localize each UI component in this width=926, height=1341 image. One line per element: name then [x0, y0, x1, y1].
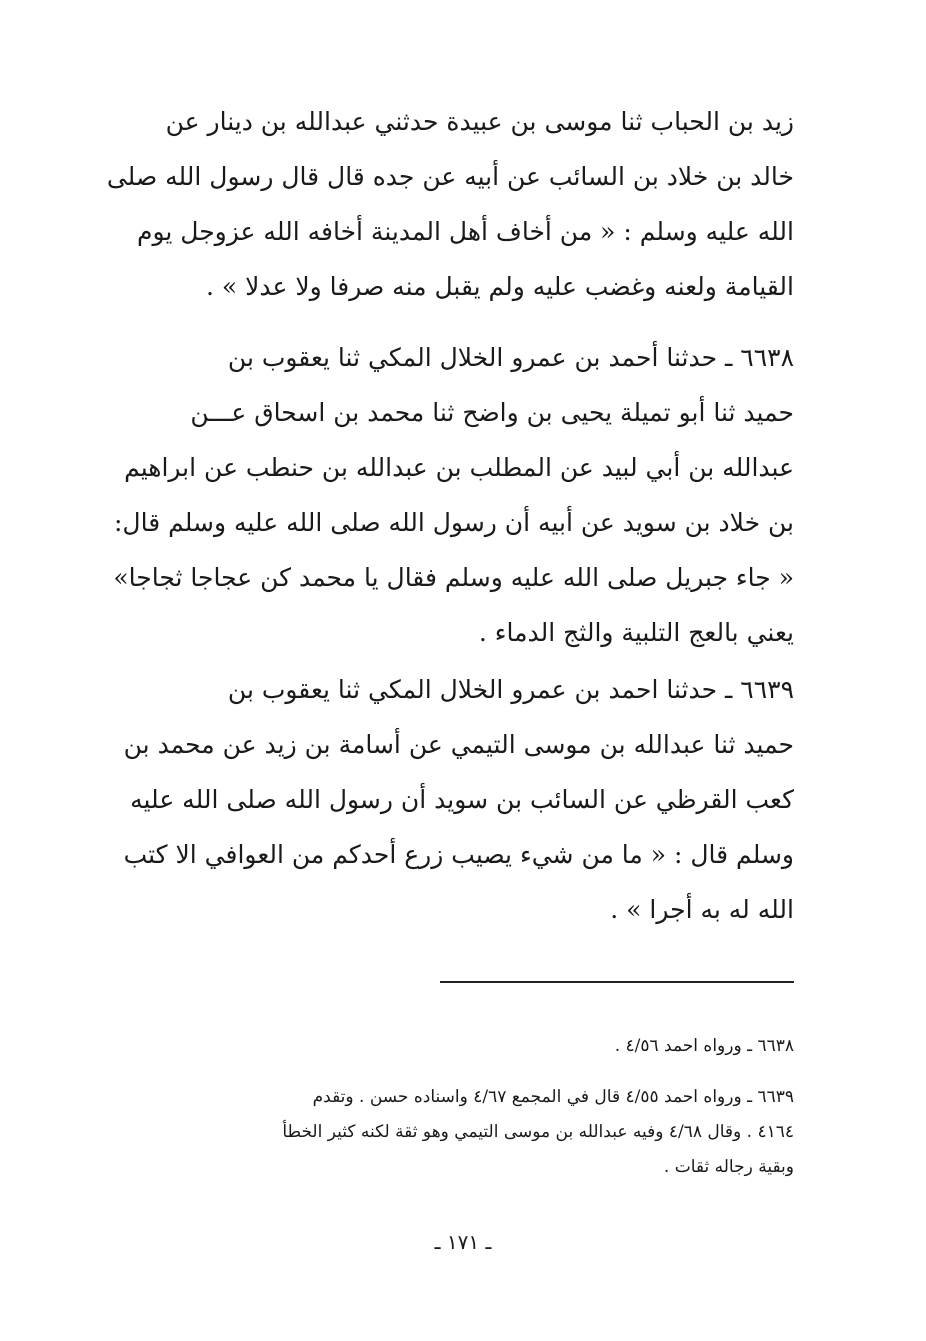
footnote-line: ٤١٦٤ . وقال ٤/٦٨ وفيه عبدالله بن موسى التيمي وهو ثقة لكنه كثير الخطأ [282, 1122, 794, 1142]
page-number: ـ ١٧١ ـ [434, 1230, 492, 1254]
text-line: كعب القرظي عن السائب بن سويد أن رسول الله صلى الله عليه [130, 785, 794, 814]
footnote-separator [440, 981, 794, 983]
text-line: خالد بن خلاد بن السائب عن أبيه عن جده قال قال رسول الله صلى [106, 162, 794, 191]
text-line: بن خلاد بن سويد عن أبيه أن رسول الله صلى الله عليه وسلم قال: [114, 508, 794, 537]
text-line: زيد بن الحباب ثنا موسى بن عبيدة حدثني عبدالله بن دينار عن [165, 107, 794, 136]
footnote-6638 [88, 1029, 794, 1064]
text-line: حميد ثنا أبو تميلة يحيى بن واضح ثنا محمد بن اسحاق عـــن [190, 398, 794, 427]
text-line: الله عليه وسلم : « من أخاف أهل المدينة أخافه الله عزوجل يوم [137, 217, 794, 246]
text-line: يعني بالعج التلبية والثج الدماء . [478, 618, 794, 647]
footnote-6639 [88, 1080, 794, 1185]
text-line: الله له به أجرا » . [610, 895, 794, 924]
text-line: ٦٦٣٩ ـ حدثنا احمد بن عمرو الخلال المكي ثنا يعقوب بن [227, 675, 794, 704]
footnote-line: وبقية رجاله ثقات . [663, 1157, 794, 1177]
text-line: حميد ثنا عبدالله بن موسى التيمي عن أسامة بن زيد عن محمد بن [123, 730, 794, 759]
footnote-line: ٦٦٣٩ ـ ورواه احمد ٤/٥٥ قال في المجمع ٤/٦٧ واسناده حسن . وتقدم [312, 1087, 794, 1107]
hadith-paragraph-6638 [88, 330, 794, 660]
hadith-paragraph-6639 [88, 662, 794, 937]
hadith-paragraph-continuation [88, 94, 794, 314]
text-line: وسلم قال : « ما من شيء يصيب زرع أحدكم من العوافي الا كتب [123, 840, 794, 869]
text-line: القيامة ولعنه وغضب عليه ولم يقبل منه صرفا ولا عدلا » . [205, 272, 794, 301]
text-line: ٦٦٣٨ ـ حدثنا أحمد بن عمرو الخلال المكي ثنا يعقوب بن [227, 343, 794, 372]
text-line: عبدالله بن أبي لبيد عن المطلب بن عبدالله بن حنطب عن ابراهيم [124, 453, 794, 482]
footnote-line: ٦٦٣٨ ـ ورواه احمد ٤/٥٦ . [614, 1036, 794, 1056]
text-line: « جاء جبريل صلى الله عليه وسلم فقال يا محمد كن عجاجا ثجاجا» [113, 563, 794, 592]
